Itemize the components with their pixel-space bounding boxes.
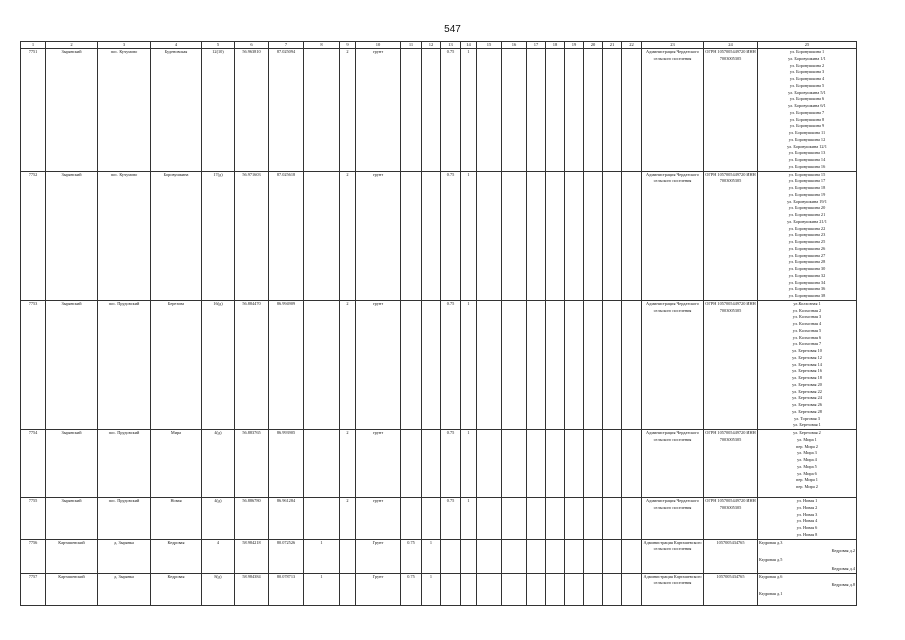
cell-col-24: ОГРН 1057005449720 ИНН 7003005305 <box>704 430 758 498</box>
cell-col-6: 56.963810 <box>235 49 269 172</box>
column-number-cell: 7 <box>269 42 304 49</box>
address-item: ул. Березовая 10 <box>792 348 822 353</box>
cell-col-10: грунт <box>356 171 401 300</box>
cell-col-22 <box>622 300 642 429</box>
cell-col-7: 86.961284 <box>269 498 304 540</box>
address-item: Кедровая д.4 <box>831 565 855 571</box>
cell-col-11 <box>401 49 422 172</box>
cell-col-24: 1057005434765 <box>704 573 758 605</box>
cell-col-2: Зырянский <box>46 300 98 429</box>
address-item: ул. Боровушкина 22 <box>788 225 826 231</box>
cell-col-17 <box>527 300 546 429</box>
address-item: ул. Колхозная 4 <box>792 321 822 326</box>
cell-col-11: 0.75 <box>401 573 422 605</box>
cell-col-15 <box>477 498 502 540</box>
cell-col-11: 0.75 <box>401 539 422 573</box>
column-number-cell: 25 <box>758 42 857 49</box>
cell-col-13: 0.75 <box>441 300 461 429</box>
address-item: ул. Боровушкина 5/1 <box>788 89 826 95</box>
cell-col-23: Администрация Карташевского сельского поселения <box>642 539 704 573</box>
column-number-cell: 8 <box>304 42 340 49</box>
address-item: ул. Боровушкина 19 <box>788 191 826 197</box>
column-number-cell: 2 <box>46 42 98 49</box>
address-item: ул. Березовая 14 <box>792 361 822 367</box>
address-item: ул.Колхозная 1 <box>793 300 821 306</box>
cell-col-9: 2 <box>340 300 356 429</box>
column-number-cell: 23 <box>642 42 704 49</box>
cell-col-1: 7756 <box>21 539 46 573</box>
cell-col-20 <box>584 300 603 429</box>
cell-col-22 <box>622 539 642 573</box>
address-item: ул. Березовая 1 <box>793 422 821 428</box>
cell-col-12 <box>422 430 441 498</box>
address-item: ул. Боровушкина 30 <box>788 266 826 271</box>
cell-col-17 <box>527 430 546 498</box>
cell-col-9 <box>340 573 356 605</box>
cell-col-6: 58.984218 <box>235 539 269 573</box>
address-item: ул. Боровушкина 38 <box>788 293 826 298</box>
address-item: ул. Боровушкина 23 <box>788 232 826 238</box>
cell-col-16 <box>502 300 527 429</box>
cell-col-16 <box>502 430 527 498</box>
address-item: ул. Боровушкина 25 <box>788 239 826 244</box>
cell-col-10: грунт <box>356 430 401 498</box>
cell-col-24: ОГРН 1057005449720 ИНН 7003005305 <box>704 171 758 300</box>
address-item: ул. Боровушкина 27 <box>788 252 826 258</box>
cell-col-23: Администрация Карташевского сельского поселения <box>642 573 704 605</box>
cell-col-2: Карташевский <box>46 539 98 573</box>
table-row <box>21 573 857 605</box>
cell-col-11 <box>401 300 422 429</box>
cell-col-15 <box>477 49 502 172</box>
cell-col-20 <box>584 498 603 540</box>
cell-col-3: пос. Кучумово <box>98 49 151 172</box>
cell-col-9: 2 <box>340 498 356 540</box>
cell-col-7: 86.993905 <box>269 430 304 498</box>
cell-col-18 <box>546 498 565 540</box>
cell-col-22 <box>622 498 642 540</box>
cell-col-1: 7752 <box>21 171 46 300</box>
cell-col-21 <box>603 430 622 498</box>
cell-col-20 <box>584 539 603 573</box>
table-row <box>21 300 857 429</box>
address-item: ул. Новая 1 <box>796 498 818 503</box>
address-item: ул. Боровушкина 26 <box>788 245 826 251</box>
cell-col-2: Зырянский <box>46 430 98 498</box>
cell-col-24: ОГРН 1057005449720 ИНН 7003005305 <box>704 498 758 540</box>
address-item: ул. Боровушкина 32 <box>788 272 826 278</box>
cell-col-10: Грунт <box>356 539 401 573</box>
cell-col-15 <box>477 539 502 573</box>
address-item: ул. Боровушкина 17 <box>788 178 826 184</box>
column-number-cell: 16 <box>502 42 527 49</box>
address-item: ул. Боровушкина 2 <box>789 62 825 68</box>
cell-col-16 <box>502 49 527 172</box>
cell-col-17 <box>527 573 546 605</box>
cell-col-24: 1057005434765 <box>704 539 758 573</box>
column-number-cell: 17 <box>527 42 546 49</box>
cell-col-21 <box>603 49 622 172</box>
cell-col-20 <box>584 430 603 498</box>
cell-col-4: Мира <box>151 430 202 498</box>
address-item: ул. Боровушкина 3 <box>789 69 825 75</box>
address-item: ул. Боровушкина 21/1 <box>787 218 827 224</box>
cell-col-16 <box>502 539 527 573</box>
address-item: ул. Новая 6 <box>796 525 818 530</box>
address-list-cell <box>758 300 857 429</box>
column-number-cell: 6 <box>235 42 269 49</box>
cell-col-2: Зырянский <box>46 498 98 540</box>
cell-col-15 <box>477 171 502 300</box>
cell-col-16 <box>502 171 527 300</box>
cell-col-7: 80.072526 <box>269 539 304 573</box>
cell-col-6: 58.984384 <box>235 573 269 605</box>
cell-col-16 <box>502 573 527 605</box>
address-item: ул. Боровушкина 14 <box>788 157 826 162</box>
cell-col-13: 0.75 <box>441 498 461 540</box>
column-number-cell: 4 <box>151 42 202 49</box>
address-item: ул. Мира 6 <box>797 470 817 476</box>
cell-col-11 <box>401 171 422 300</box>
cell-col-12 <box>422 300 441 429</box>
address-item: ул. Боровушкина 12/1 <box>787 143 827 149</box>
cell-col-4: Кедровая <box>151 573 202 605</box>
column-number-cell: 9 <box>340 42 356 49</box>
cell-col-19 <box>565 539 584 573</box>
column-number-row <box>21 42 857 49</box>
column-number-cell: 13 <box>441 42 461 49</box>
cell-col-10: грунт <box>356 498 401 540</box>
cell-col-23: Администрация Чердатского сельского поселения <box>642 430 704 498</box>
cell-col-1: 7751 <box>21 49 46 172</box>
address-item: ул. Колхозная 7 <box>792 341 822 347</box>
cell-col-17 <box>527 498 546 540</box>
cell-col-13: 0.75 <box>441 49 461 172</box>
cell-col-22 <box>622 171 642 300</box>
cell-col-20 <box>584 171 603 300</box>
cell-col-11 <box>401 498 422 540</box>
cell-col-15 <box>477 300 502 429</box>
column-number-cell: 10 <box>356 42 401 49</box>
cell-col-14: 1 <box>461 498 477 540</box>
cell-col-21 <box>603 573 622 605</box>
address-item: ул. Боровушкина 1 <box>789 49 825 54</box>
cell-col-5: 4(д) <box>202 498 235 540</box>
cell-col-13 <box>441 539 461 573</box>
address-item: ул. Колхозная 3 <box>792 314 822 320</box>
address-item: Кедровая д.1 <box>759 591 783 596</box>
cell-col-18 <box>546 573 565 605</box>
cell-col-19 <box>565 49 584 172</box>
address-item: ул. Березовая 2 <box>793 430 821 435</box>
address-item: ул. Боровушкина 8 <box>789 116 825 122</box>
cell-col-17 <box>527 171 546 300</box>
cell-col-14: 1 <box>461 49 477 172</box>
address-item: ул. Боровушкина 1/1 <box>788 55 826 61</box>
cell-col-15 <box>477 430 502 498</box>
cell-col-9 <box>340 539 356 573</box>
cell-col-8 <box>304 171 340 300</box>
cell-col-23: Администрация Чердатского сельского поселения <box>642 300 704 429</box>
cell-col-9: 2 <box>340 49 356 172</box>
cell-col-5: 17(д) <box>202 171 235 300</box>
cell-col-18 <box>546 430 565 498</box>
table-row <box>21 430 857 498</box>
column-number-cell: 22 <box>622 42 642 49</box>
cell-col-12: 1 <box>422 573 441 605</box>
address-list-cell <box>758 539 857 573</box>
cell-col-5: 8(д) <box>202 573 235 605</box>
table-row <box>21 171 857 300</box>
cell-col-23: Администрация Чердатского сельского поселения <box>642 49 704 172</box>
address-item: ул. Березовая 18 <box>792 375 822 380</box>
cell-col-7: 87.025618 <box>269 171 304 300</box>
address-item: Кедровая д.2 <box>831 548 855 554</box>
cell-col-1: 7757 <box>21 573 46 605</box>
address-item: ул. Новая 2 <box>796 504 818 510</box>
cell-col-13: 0.75 <box>441 430 461 498</box>
cell-col-3: пос. Кучумово <box>98 171 151 300</box>
address-item: ул. Березовая 24 <box>792 395 822 401</box>
address-item: ул. Новая 8 <box>796 531 818 537</box>
cell-col-1: 7754 <box>21 430 46 498</box>
cell-col-14: 1 <box>461 300 477 429</box>
address-list-cell <box>758 171 857 300</box>
cell-col-12 <box>422 171 441 300</box>
cell-col-23: Администрация Чердатского сельского поселения <box>642 171 704 300</box>
cell-col-4: Березова <box>151 300 202 429</box>
address-item: ул. Новая 3 <box>796 511 818 517</box>
column-number-cell: 18 <box>546 42 565 49</box>
cell-col-24: ОГРН 1057005449720 ИНН 7003005305 <box>704 49 758 172</box>
cell-col-7: 87.025094 <box>269 49 304 172</box>
cell-col-3: пос. Прудовский <box>98 300 151 429</box>
address-list-cell <box>758 498 857 540</box>
cell-col-8 <box>304 300 340 429</box>
table-row <box>21 498 857 540</box>
cell-col-4: Новая <box>151 498 202 540</box>
cell-col-10: грунт <box>356 300 401 429</box>
address-item: ул. Колхозная 6 <box>792 334 822 340</box>
cell-col-13: 0.75 <box>441 171 461 300</box>
cell-col-5: 4 <box>202 539 235 573</box>
cell-col-8: 1 <box>304 573 340 605</box>
cell-col-13 <box>441 573 461 605</box>
address-item: ул. Боровушкина 20 <box>788 205 826 211</box>
cell-col-17 <box>527 539 546 573</box>
cell-col-18 <box>546 49 565 172</box>
cell-col-4: Боровушкина <box>151 171 202 300</box>
cell-col-1: 7753 <box>21 300 46 429</box>
column-number-cell: 14 <box>461 42 477 49</box>
cell-col-4: Буденовская <box>151 49 202 172</box>
cell-col-1: 7755 <box>21 498 46 540</box>
cell-col-2: Карташевский <box>46 573 98 605</box>
cell-col-2: Зырянский <box>46 171 98 300</box>
address-item: пер. Мира 1 <box>796 477 818 483</box>
registry-table <box>20 41 857 606</box>
cell-col-8 <box>304 49 340 172</box>
cell-col-6: 56.884470 <box>235 300 269 429</box>
address-item: ул. Колхозная 2 <box>792 307 822 313</box>
cell-col-4: Кедровая <box>151 539 202 573</box>
address-item: ул. Березовая 26 <box>792 402 822 407</box>
column-number-cell: 15 <box>477 42 502 49</box>
cell-col-5: 12(10) <box>202 49 235 172</box>
column-number-cell: 20 <box>584 42 603 49</box>
cell-col-18 <box>546 300 565 429</box>
address-item: Кедровая д.8 <box>831 582 855 588</box>
address-item: ул. Боровушкина 16 <box>788 163 826 169</box>
table-row <box>21 49 857 172</box>
address-item: ул. Боровушкина 9 <box>789 123 825 129</box>
column-number-cell: 1 <box>21 42 46 49</box>
cell-col-3: д. Зырянка <box>98 539 151 573</box>
cell-col-10: Грунт <box>356 573 401 605</box>
cell-col-14 <box>461 539 477 573</box>
cell-col-10: грунт <box>356 49 401 172</box>
address-item: ул. Боровушкина 6 <box>789 96 825 102</box>
address-item: ул. Боровушкина 6/1 <box>788 103 826 108</box>
address-item: ул. Боровушкина 5 <box>789 82 825 88</box>
address-item: ул. Боровушкина 28 <box>788 259 826 265</box>
cell-col-14 <box>461 573 477 605</box>
cell-col-24: ОГРН 1057005449720 ИНН 7003005305 <box>704 300 758 429</box>
address-item: ул. Боровушкина 13 <box>788 150 826 156</box>
address-list-cell <box>758 573 857 605</box>
address-item: ул. Колхозная 5 <box>792 327 822 333</box>
cell-col-12: 1 <box>422 539 441 573</box>
cell-col-12 <box>422 49 441 172</box>
column-number-cell: 11 <box>401 42 422 49</box>
address-item: Кедровая д.6 <box>759 573 783 579</box>
cell-col-5: 4(д) <box>202 430 235 498</box>
column-number-cell: 5 <box>202 42 235 49</box>
address-item: ул. Березовая 12 <box>792 354 822 360</box>
address-item: ул. Березовая 20 <box>792 381 822 387</box>
cell-col-23: Администрация Чердатского сельского поселения <box>642 498 704 540</box>
address-list-cell <box>758 49 857 172</box>
address-item: ул. Боровушкина 4 <box>789 76 825 81</box>
address-item: пер. Мира 2 <box>796 484 818 489</box>
cell-col-6: 56.886780 <box>235 498 269 540</box>
cell-col-14: 1 <box>461 171 477 300</box>
cell-col-19 <box>565 430 584 498</box>
cell-col-6: 56.971603 <box>235 171 269 300</box>
cell-col-22 <box>622 573 642 605</box>
address-item: пер. Мира 2 <box>796 443 818 449</box>
address-item: ул. Боровушкина 15 <box>788 171 826 177</box>
column-number-cell: 19 <box>565 42 584 49</box>
column-number-cell: 24 <box>704 42 758 49</box>
cell-col-15 <box>477 573 502 605</box>
address-item: ул. Березовая 22 <box>792 388 822 394</box>
address-item: ул. Боровушкина 7 <box>789 109 825 115</box>
address-item: ул. Новая 4 <box>796 518 818 524</box>
column-number-cell: 12 <box>422 42 441 49</box>
address-item: ул. Березовая 16 <box>792 368 822 374</box>
cell-col-21 <box>603 539 622 573</box>
cell-col-22 <box>622 430 642 498</box>
cell-col-11 <box>401 430 422 498</box>
address-item: ул. Боровушкина 34 <box>788 279 826 285</box>
address-item: ул. Боровушкина 19/1 <box>787 198 827 204</box>
cell-col-7: 86.994909 <box>269 300 304 429</box>
cell-col-12 <box>422 498 441 540</box>
address-item: ул. Боровушкина 11 <box>788 130 826 135</box>
address-item: ул. Торговая 3 <box>794 415 820 421</box>
cell-col-21 <box>603 498 622 540</box>
cell-col-3: пос. Прудовский <box>98 498 151 540</box>
address-item: ул. Березовая 28 <box>792 408 822 414</box>
address-item: ул. Боровушкина 36 <box>788 286 826 292</box>
address-item: ул. Мира 4 <box>797 457 817 462</box>
cell-col-20 <box>584 49 603 172</box>
cell-col-19 <box>565 498 584 540</box>
address-item: Кедровая д.5 <box>759 557 783 562</box>
cell-col-8 <box>304 498 340 540</box>
address-list-cell <box>758 430 857 498</box>
page-number: 547 <box>444 24 461 35</box>
address-item: ул. Боровушкина 21 <box>788 212 826 217</box>
address-item: ул. Мира 5 <box>797 463 817 469</box>
cell-col-21 <box>603 171 622 300</box>
cell-col-9: 2 <box>340 430 356 498</box>
cell-col-20 <box>584 573 603 605</box>
cell-col-16 <box>502 498 527 540</box>
column-number-cell: 3 <box>98 42 151 49</box>
cell-col-8: 1 <box>304 539 340 573</box>
cell-col-6: 56.883765 <box>235 430 269 498</box>
cell-col-22 <box>622 49 642 172</box>
cell-col-3: д. Зырянка <box>98 573 151 605</box>
cell-col-14: 1 <box>461 430 477 498</box>
address-item: ул. Мира 1 <box>797 436 817 442</box>
column-number-cell: 21 <box>603 42 622 49</box>
cell-col-21 <box>603 300 622 429</box>
cell-col-2: Зырянский <box>46 49 98 172</box>
cell-col-18 <box>546 171 565 300</box>
cell-col-5: 16(д) <box>202 300 235 429</box>
cell-col-19 <box>565 300 584 429</box>
cell-col-8 <box>304 430 340 498</box>
address-item: ул. Мира 3 <box>797 450 817 456</box>
address-item: ул. Боровушкина 12 <box>788 136 826 142</box>
address-item: Кедровая д.3 <box>759 539 783 545</box>
cell-col-19 <box>565 573 584 605</box>
cell-col-9: 2 <box>340 171 356 300</box>
cell-col-17 <box>527 49 546 172</box>
cell-col-7: 80.078713 <box>269 573 304 605</box>
address-item: ул. Боровушкина 18 <box>788 185 826 190</box>
cell-col-18 <box>546 539 565 573</box>
cell-col-19 <box>565 171 584 300</box>
cell-col-3: пос. Прудовский <box>98 430 151 498</box>
table-row <box>21 539 857 573</box>
